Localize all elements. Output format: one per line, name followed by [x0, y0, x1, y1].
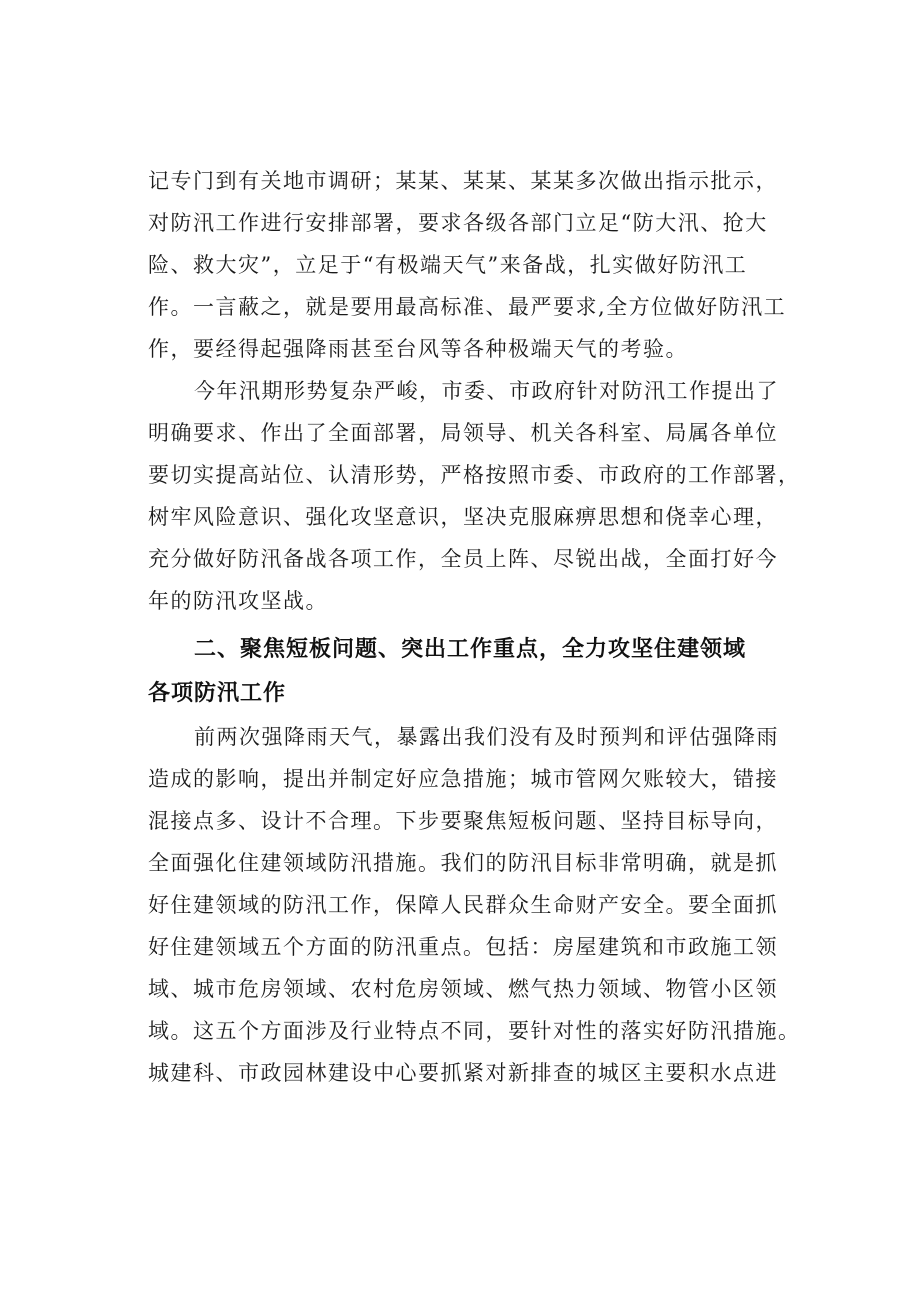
- section-heading-2: [148, 628, 812, 716]
- paragraph-line: 域。这五个方面涉及行业特点不同，要针对性的落实好防汛措施。: [148, 1019, 801, 1043]
- paragraph-line: 城建科、市政园林建设中心要抓紧对新排查的城区主要积水点进: [148, 1061, 778, 1085]
- paragraph-line: 作，要经得起强降雨甚至台风等各种极端天气的考验。: [148, 337, 688, 361]
- heading-line: 各项防汛工作: [148, 681, 287, 706]
- paragraph-line: 对防汛工作进行安排部署，要求各级各部门立足“防大汛、抢大: [148, 211, 768, 235]
- paragraph-line: 前两次强降雨天气，暴露出我们没有及时预判和评估强降雨: [194, 725, 779, 749]
- paragraph-line: 造成的影响，提出并制定好应急措施；城市管网欠账较大，错接: [148, 767, 778, 791]
- document-body: [148, 160, 812, 1094]
- paragraph-line: 混接点多、设计不合理。下步要聚焦短板问题、坚持目标导向，: [148, 809, 778, 833]
- paragraph-line: 要切实提高站位、认清形势，严格按照市委、市政府的工作部署，: [148, 463, 801, 487]
- paragraph-2: [148, 370, 812, 622]
- paragraph-line: 好住建领域的防汛工作，保障人民群众生命财产安全。要全面抓: [148, 893, 778, 917]
- paragraph-line: 充分做好防汛备战各项工作，全员上阵、尽锐出战，全面打好今: [148, 547, 778, 571]
- paragraph-line: 全面强化住建领域防汛措施。我们的防汛目标非常明确，就是抓: [148, 851, 778, 875]
- paragraph-line: 险、救大灾”，立足于“有极端天气”来备战，扎实做好防汛工: [148, 253, 748, 277]
- paragraph-line: 作。一言蔽之，就是要用最高标准、最严要求,全方位做好防汛工: [148, 295, 787, 319]
- paragraph-line: 明确要求、作出了全面部署，局领导、机关各科室、局属各单位: [148, 421, 778, 445]
- paragraph-line: 域、城市危房领域、农村危房领域、燃气热力领域、物管小区领: [148, 977, 778, 1001]
- paragraph-line: 记专门到有关地市调研；某某、某某、某某多次做出指示批示，: [148, 169, 778, 193]
- paragraph-line: 今年汛期形势复杂严峻，市委、市政府针对防汛工作提出了: [194, 379, 779, 403]
- paragraph-line: 好住建领域五个方面的防汛重点。包括：房屋建筑和市政施工领: [148, 935, 778, 959]
- paragraph-3: [148, 716, 812, 1094]
- paragraph-1: [148, 160, 812, 370]
- heading-line: 二、聚焦短板问题、突出工作重点，全力攻坚住建领域: [194, 637, 747, 662]
- paragraph-line: 年的防汛攻坚战。: [148, 589, 328, 613]
- paragraph-line: 树牢风险意识、强化攻坚意识，坚决克服麻痹思想和侥幸心理，: [148, 505, 778, 529]
